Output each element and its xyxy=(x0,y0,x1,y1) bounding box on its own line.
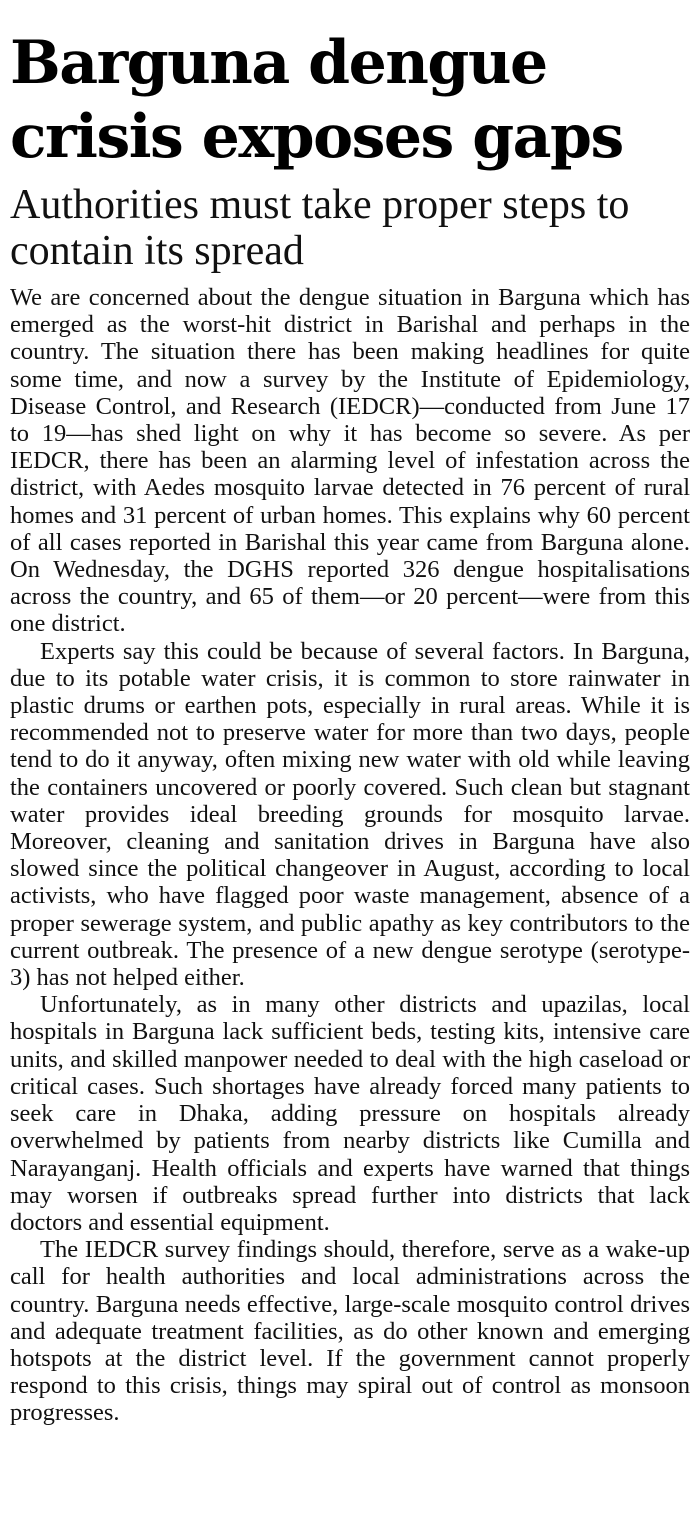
headline: Barguna dengue crisis exposes gaps xyxy=(10,28,623,172)
editorial-article xyxy=(10,26,690,1427)
body-paragraph-2: Experts say this could be because of several factors. In Barguna, due to its potable water crisis, it is common to store rainwater in plastic drums or earthen pots, especially in rural areas. While it is recommended not to preserve water for more than two days, people tend to do it anyway, often mixing new water with old while leaving the containers uncovered or poorly covered. Such clean but stagnant water provides ideal breeding grounds for mosquito larvae. Moreover, cleaning and sanitation drives in Barguna have also slowed since the political changeover in August, according to local activists, who have flagged poor waste management, absence of a proper sewerage system, and public apathy as key contributors to the current outbreak. The presence of a new dengue serotype (serotype-3) has not helped either. xyxy=(10,637,690,992)
body-paragraph-3: Unfortunately, as in many other districts and upazilas, local hospitals in Barguna lack sufficient beds, testing kits, intensive care units, and skilled manpower needed to deal with the high caseload or critical cases. Such shortages have already forced many patients to seek care in Dhaka, adding pressure on hospitals already overwhelmed by patients from nearby districts like Cumilla and Narayanganj. Health officials and experts have warned that things may worsen if outbreaks spread further into districts that lack doctors and essential equipment. xyxy=(10,991,690,1236)
body-paragraph-1: We are concerned about the dengue situation in Barguna which has emerged as the worst-hit district in Barishal and perhaps in the country. The situation there has been making headlines for quite some time, and now a survey by the Institute of Epidemiology, Disease Control, and Research (IEDCR)—conducted from June 17 to 19—has shed light on why it has become so severe. As per IEDCR, there has been an alarming level of infestation across the district, with Aedes mosquito larvae detected in 76 percent of rural homes and 31 percent of urban homes. This explains why 60 percent of all cases reported in Barishal this year came from Barguna alone. On Wednesday, the DGHS reported 326 dengue hospitalisations across the country, and 65 of them—or 20 percent—were from this one district. xyxy=(10,284,690,638)
article-body xyxy=(10,284,690,1427)
subheadline: Authorities must take proper steps to contain its spread xyxy=(10,182,630,274)
body-paragraph-4: The IEDCR survey findings should, therefore, serve as a wake-up call for health authorities and local administrations across the country. Barguna needs effective, large-scale mosquito control drives and adequate treatment facilities, as do other known and emerging hotspots at the district level. If the government cannot properly respond to this crisis, things may spiral out of control as monsoon progresses. xyxy=(10,1236,690,1427)
